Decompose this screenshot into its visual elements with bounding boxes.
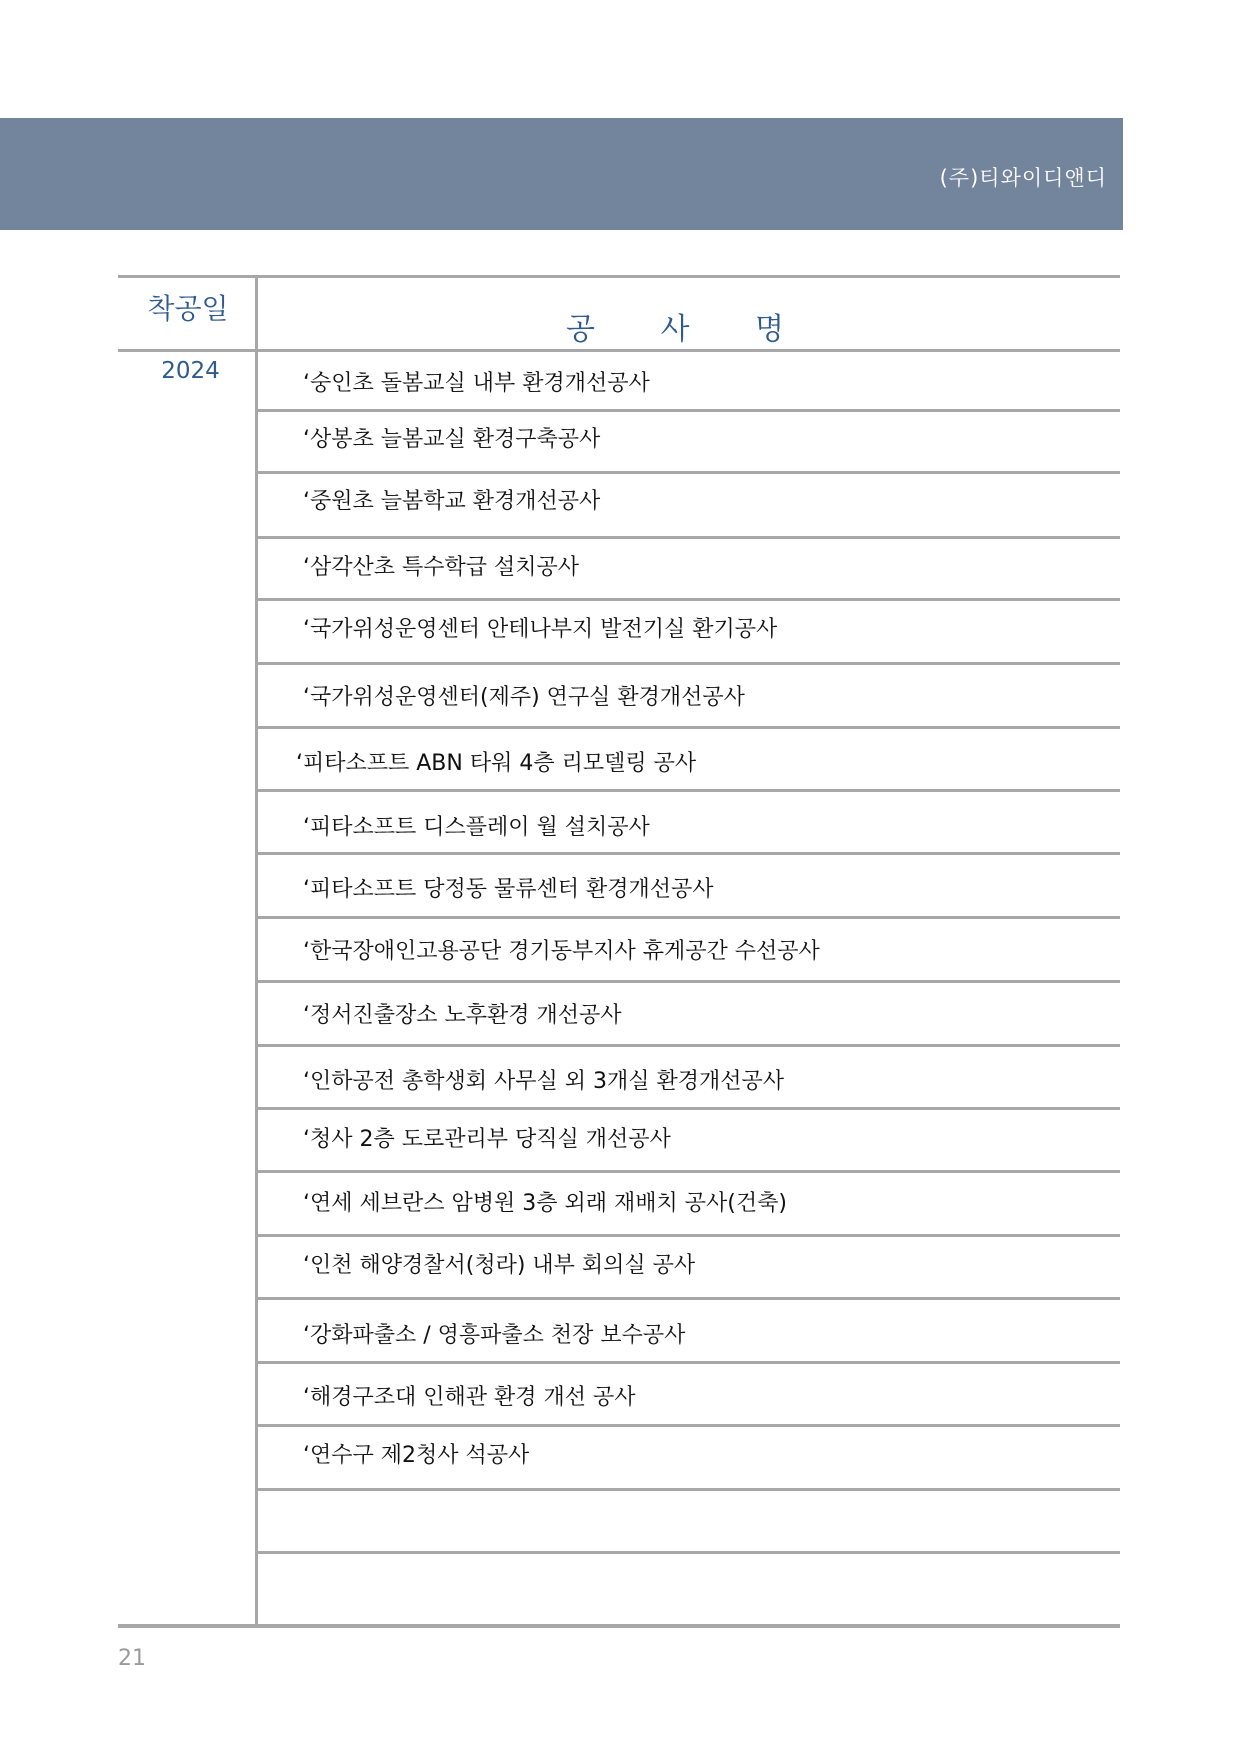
table-row: ‘청사 2층 도로관리부 당직실 개선공사 — [303, 1127, 671, 1152]
row-rule — [258, 409, 1120, 412]
table-row: ‘국가위성운영센터 안테나부지 발전기실 환기공사 — [303, 617, 778, 642]
row-rule — [258, 726, 1120, 729]
row-rule — [258, 1234, 1120, 1237]
table-row: ‘피타소프트 당정동 물류센터 환경개선공사 — [303, 877, 714, 902]
table-row: ‘정서진출장소 노후환경 개선공사 — [303, 1003, 622, 1028]
table-row: ‘피타소프트 디스플레이 월 설치공사 — [303, 815, 650, 840]
header-band — [0, 118, 1123, 230]
row-rule — [258, 662, 1120, 665]
row-rule — [258, 598, 1120, 601]
table-row: ‘중원초 늘봄학교 환경개선공사 — [303, 489, 601, 514]
start-year: 2024 — [161, 358, 220, 384]
table-row: ‘피타소프트 ABN 타워 4층 리모델링 공사 — [296, 751, 697, 776]
table-row: ‘연수구 제2청사 석공사 — [303, 1443, 530, 1468]
page-number: 21 — [118, 1646, 146, 1671]
row-rule — [258, 916, 1120, 919]
row-rule — [258, 1297, 1120, 1300]
row-rule — [258, 1044, 1120, 1047]
table-row: ‘국가위성운영센터(제주) 연구실 환경개선공사 — [303, 685, 745, 710]
table-row: ‘상봉초 늘봄교실 환경구축공사 — [303, 427, 601, 452]
table-bottom-rule — [118, 1624, 1120, 1628]
row-rule — [258, 1551, 1120, 1554]
row-rule — [258, 980, 1120, 983]
row-rule — [258, 536, 1120, 539]
row-rule — [258, 1488, 1120, 1491]
table-row: ‘강화파출소 / 영흥파출소 천장 보수공사 — [303, 1323, 686, 1348]
row-rule — [258, 1170, 1120, 1173]
column-header-start-date: 착공일 — [147, 292, 229, 325]
table-row: ‘삼각산초 특수학급 설치공사 — [303, 555, 580, 580]
row-rule — [258, 1361, 1120, 1364]
table-row: ‘인천 해양경찰서(청라) 내부 회의실 공사 — [303, 1253, 696, 1278]
table-row: ‘숭인초 돌봄교실 내부 환경개선공사 — [303, 371, 650, 396]
row-rule — [258, 789, 1120, 792]
row-rule — [258, 852, 1120, 855]
row-rule — [258, 1107, 1120, 1110]
table-header-rule — [118, 349, 1120, 352]
column-header-project-name: 공 사 명 — [565, 312, 812, 347]
table-row: ‘해경구조대 인해관 환경 개선 공사 — [303, 1385, 636, 1410]
table-row: ‘인하공전 총학생회 사무실 외 3개실 환경개선공사 — [303, 1069, 784, 1094]
table-row: ‘한국장애인고용공단 경기동부지사 휴게공간 수선공사 — [303, 939, 820, 964]
table-top-rule — [118, 275, 1120, 278]
row-rule — [258, 471, 1120, 474]
company-name: (주)티와이디앤디 — [939, 166, 1107, 190]
row-rule — [258, 1424, 1120, 1427]
table-row: ‘연세 세브란스 암병원 3층 외래 재배치 공사(건축) — [303, 1191, 787, 1216]
